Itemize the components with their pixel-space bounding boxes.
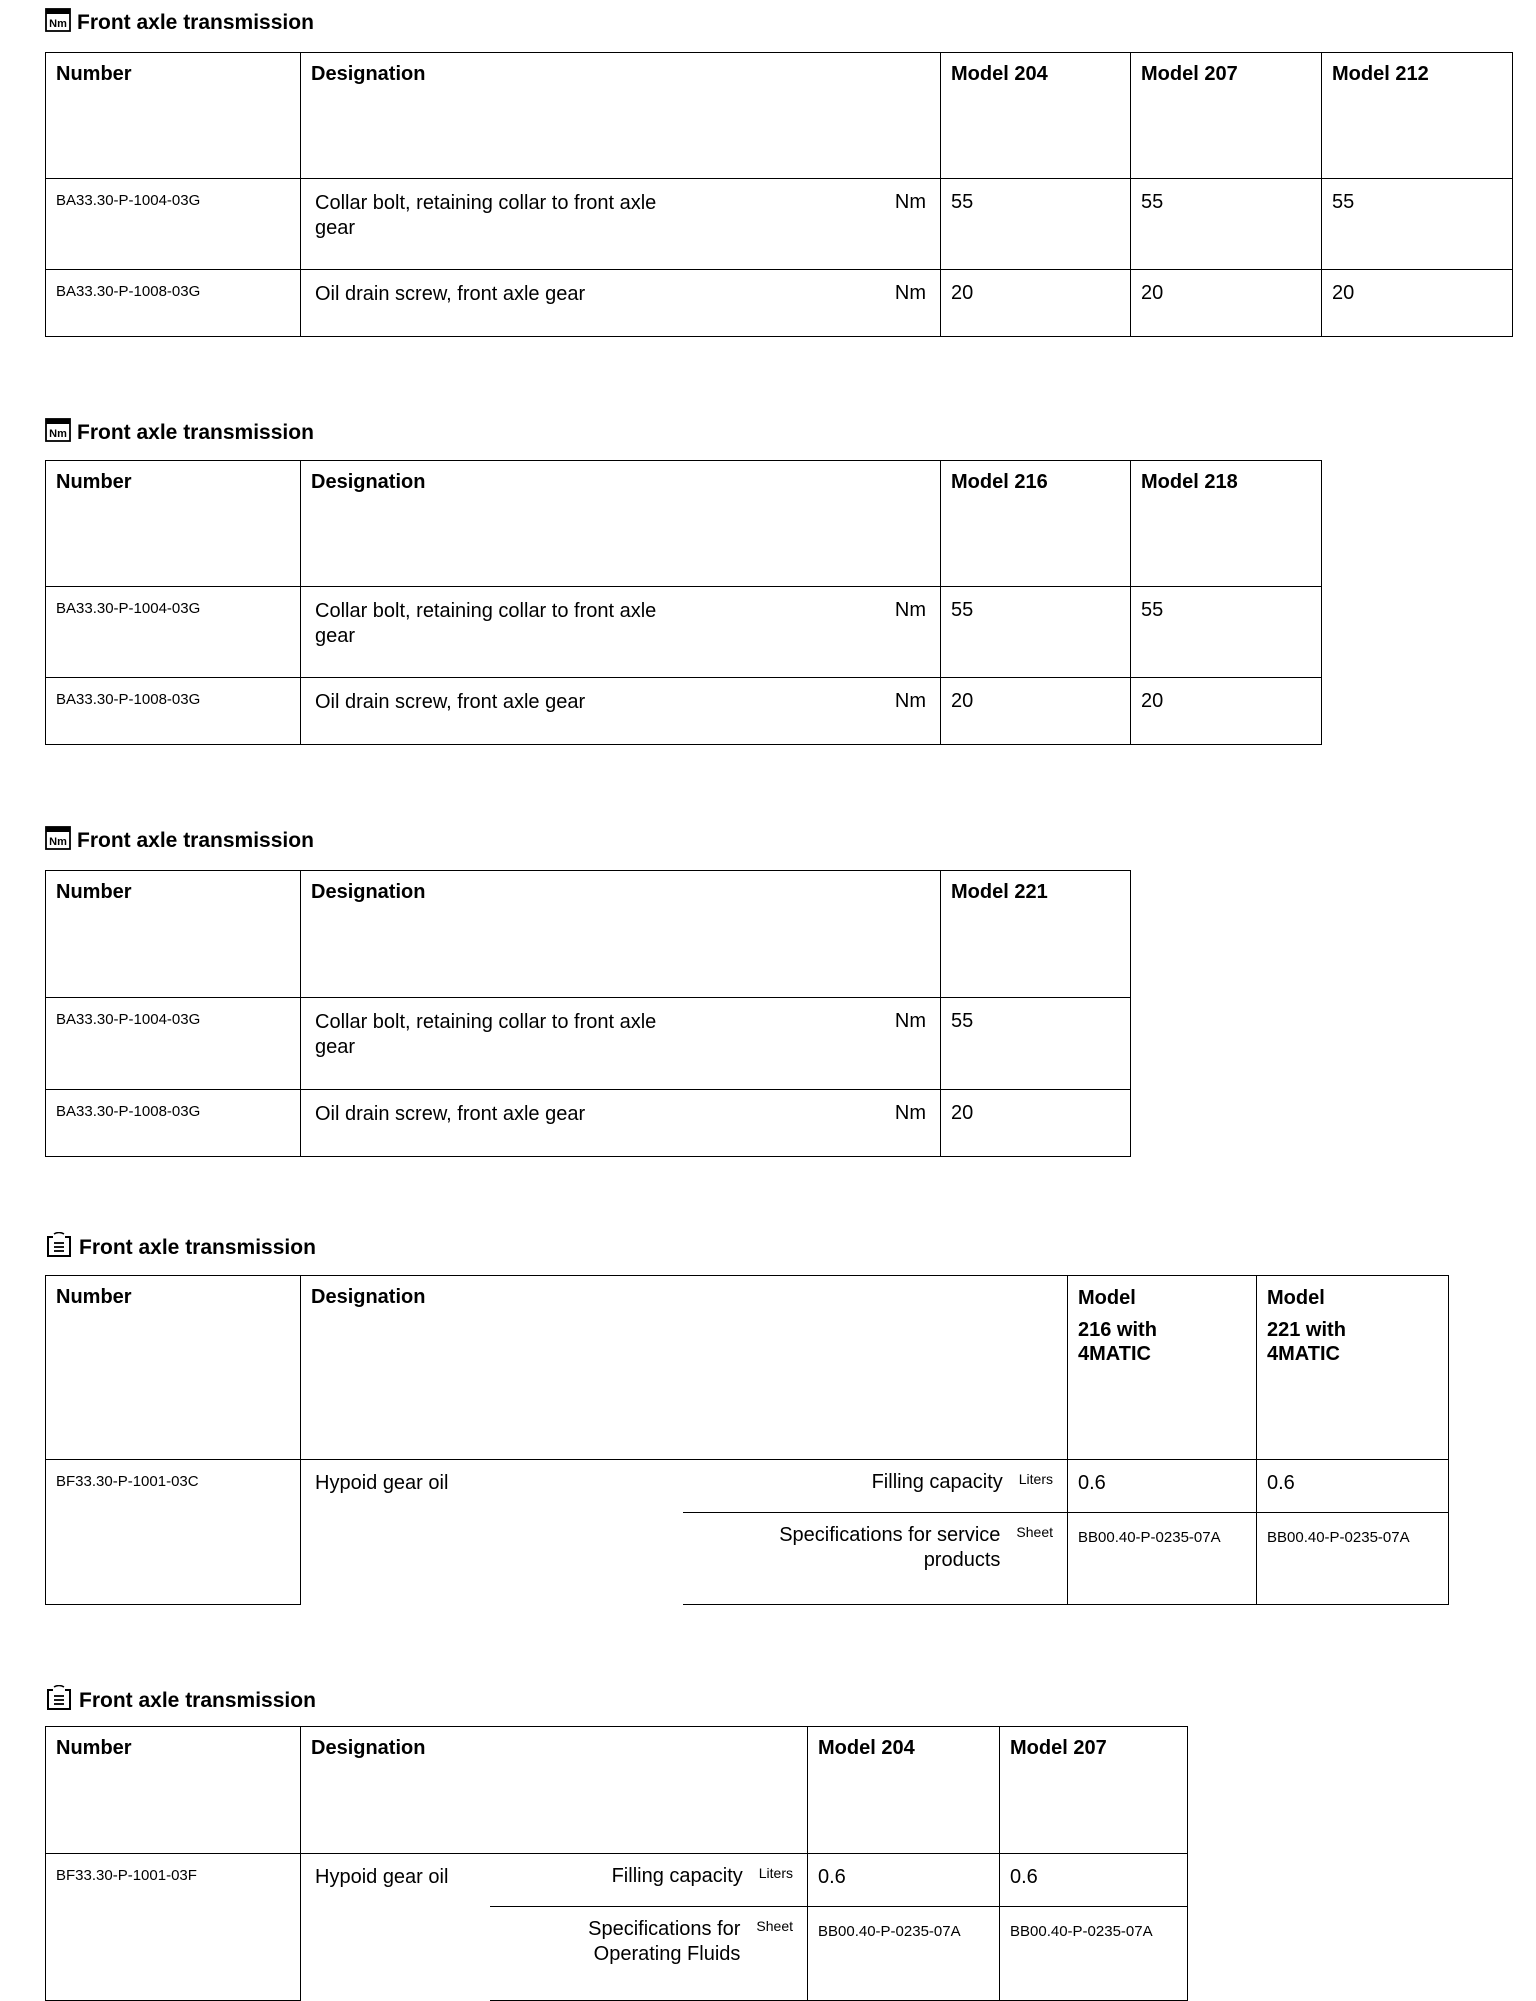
designation-text: Collar bolt, retaining collar to front axle gear <box>315 192 657 239</box>
subitem-unit: Sheet <box>1016 1524 1053 1540</box>
row-subitem <box>490 1907 808 2001</box>
subitem-label: Filling capacity <box>871 1471 1003 1493</box>
row-designation <box>301 587 941 678</box>
table-row <box>46 1854 1188 1907</box>
section-title-text: Front axle transmission <box>77 11 314 34</box>
spec-table <box>45 1726 1188 2001</box>
table-row <box>46 678 1322 745</box>
row-designation: Hypoid gear oil <box>301 1460 683 1605</box>
designation-text: Oil drain screw, front axle gear <box>315 283 586 305</box>
fluid-list-icon <box>45 1685 73 1717</box>
row-value: 0.6 <box>1257 1460 1449 1513</box>
nm-torque-icon <box>45 418 71 448</box>
section-title <box>45 8 1513 38</box>
header-number: Number <box>46 871 301 998</box>
row-number: BA33.30-P-1008-03G <box>46 1090 301 1157</box>
svg-text:Nm: Nm <box>49 428 67 440</box>
table-header-row <box>46 1276 1449 1460</box>
row-value: 55 <box>941 998 1131 1090</box>
section-torque-1 <box>45 8 1513 337</box>
designation-text: Oil drain screw, front axle gear <box>315 1103 586 1125</box>
designation-text: Oil drain screw, front axle gear <box>315 691 586 713</box>
header-model-line: 4MATIC <box>1267 1343 1340 1365</box>
header-number: Number <box>46 1276 301 1460</box>
table-row <box>46 998 1131 1090</box>
table-row <box>46 179 1513 270</box>
header-model-line: 216 with <box>1078 1319 1157 1341</box>
subitem-label: Filling capacity <box>611 1865 743 1887</box>
header-designation: Designation <box>301 871 941 998</box>
row-value: 20 <box>1322 270 1513 337</box>
header-number: Number <box>46 461 301 587</box>
designation-text: Collar bolt, retaining collar to front axle gear <box>315 600 657 647</box>
row-value: 20 <box>1131 270 1322 337</box>
row-number: BA33.30-P-1008-03G <box>46 270 301 337</box>
subitem-label-line: Operating Fluids <box>593 1943 741 1965</box>
header-model <box>1257 1276 1449 1460</box>
table-header-row <box>46 1727 1188 1854</box>
row-value: 55 <box>1131 179 1322 270</box>
header-model-line: 4MATIC <box>1078 1343 1151 1365</box>
row-value: 0.6 <box>808 1854 1000 1907</box>
row-designation <box>301 179 941 270</box>
row-value: 55 <box>1131 587 1322 678</box>
subitem-label-line: Specifications for service <box>779 1524 1001 1546</box>
spec-table <box>45 460 1322 745</box>
designation-text: Collar bolt, retaining collar to front axle gear <box>315 1011 657 1058</box>
row-designation <box>301 270 941 337</box>
header-model-line: Model <box>1078 1287 1136 1309</box>
header-model: Model 212 <box>1322 53 1513 179</box>
table-header-row <box>46 53 1513 179</box>
row-number: BA33.30-P-1004-03G <box>46 179 301 270</box>
fluid-list-icon <box>45 1232 73 1264</box>
section-title-text: Front axle transmission <box>79 1236 316 1259</box>
row-value: 0.6 <box>1068 1460 1257 1513</box>
unit-label: Nm <box>894 1010 926 1032</box>
header-model: Model 207 <box>1000 1727 1188 1854</box>
svg-text:Nm: Nm <box>49 836 67 848</box>
row-subitem <box>683 1460 1068 1513</box>
subitem-unit: Liters <box>1018 1471 1053 1487</box>
subitem-label <box>779 1523 1000 1573</box>
table-header-row <box>46 461 1322 587</box>
row-designation <box>301 998 941 1090</box>
spec-table <box>45 52 1513 337</box>
row-value: 20 <box>1131 678 1322 745</box>
header-model: Model 204 <box>941 53 1131 179</box>
nm-torque-icon <box>45 8 71 38</box>
row-value: BB00.40-P-0235-07A <box>1068 1513 1257 1605</box>
row-designation: Hypoid gear oil <box>301 1854 490 2001</box>
header-model: Model 218 <box>1131 461 1322 587</box>
section-title <box>45 826 1131 856</box>
section-title-text: Front axle transmission <box>79 1689 316 1712</box>
unit-label: Nm <box>894 1102 926 1124</box>
row-designation <box>301 1090 941 1157</box>
row-designation <box>301 678 941 745</box>
section-title-text: Front axle transmission <box>77 421 314 444</box>
nm-torque-icon <box>45 826 71 856</box>
row-value: 55 <box>941 179 1131 270</box>
header-number: Number <box>46 53 301 179</box>
subitem-unit: Liters <box>758 1865 793 1881</box>
row-value: BB00.40-P-0235-07A <box>808 1907 1000 2001</box>
row-value: 0.6 <box>1000 1854 1188 1907</box>
header-model-line: 221 with <box>1267 1319 1346 1341</box>
table-row <box>46 1090 1131 1157</box>
row-value: BB00.40-P-0235-07A <box>1257 1513 1449 1605</box>
row-value: 20 <box>941 270 1131 337</box>
header-number: Number <box>46 1727 301 1854</box>
header-designation: Designation <box>301 461 941 587</box>
row-number: BF33.30-P-1001-03C <box>46 1460 301 1605</box>
section-title <box>45 418 1322 448</box>
table-row <box>46 270 1513 337</box>
subitem-unit: Sheet <box>756 1918 793 1934</box>
header-designation: Designation <box>301 53 941 179</box>
row-value: 55 <box>941 587 1131 678</box>
row-subitem <box>490 1854 808 1907</box>
header-model: Model 207 <box>1131 53 1322 179</box>
row-value: 55 <box>1322 179 1513 270</box>
section-fluids-2 <box>45 1686 1188 2001</box>
row-number: BA33.30-P-1008-03G <box>46 678 301 745</box>
table-row <box>46 587 1322 678</box>
header-designation: Designation <box>301 1276 1068 1460</box>
section-title-text: Front axle transmission <box>77 829 314 852</box>
section-torque-2 <box>45 418 1322 745</box>
header-model: Model 221 <box>941 871 1131 998</box>
table-header-row <box>46 871 1131 998</box>
subitem-label <box>588 1917 740 1967</box>
subitem-label-line: products <box>923 1549 1001 1571</box>
unit-label: Nm <box>894 191 926 213</box>
row-value: BB00.40-P-0235-07A <box>1000 1907 1188 2001</box>
section-fluids-1 <box>45 1233 1449 1605</box>
spec-table <box>45 870 1131 1157</box>
unit-label: Nm <box>894 282 926 304</box>
row-value: 20 <box>941 678 1131 745</box>
row-number: BA33.30-P-1004-03G <box>46 998 301 1090</box>
svg-text:Nm: Nm <box>49 18 67 30</box>
header-model-line: Model <box>1267 1287 1325 1309</box>
row-number: BF33.30-P-1001-03F <box>46 1854 301 2001</box>
unit-label: Nm <box>894 599 926 621</box>
section-torque-3 <box>45 826 1131 1157</box>
row-value: 20 <box>941 1090 1131 1157</box>
header-model: Model 216 <box>941 461 1131 587</box>
table-row <box>46 1460 1449 1513</box>
row-number: BA33.30-P-1004-03G <box>46 587 301 678</box>
header-designation: Designation <box>301 1727 808 1854</box>
header-model: Model 204 <box>808 1727 1000 1854</box>
subitem-label-line: Specifications for <box>588 1918 741 1940</box>
spec-table <box>45 1275 1449 1605</box>
header-model <box>1068 1276 1257 1460</box>
unit-label: Nm <box>894 690 926 712</box>
section-title <box>45 1233 1449 1263</box>
row-subitem <box>683 1513 1068 1605</box>
section-title <box>45 1686 1188 1716</box>
